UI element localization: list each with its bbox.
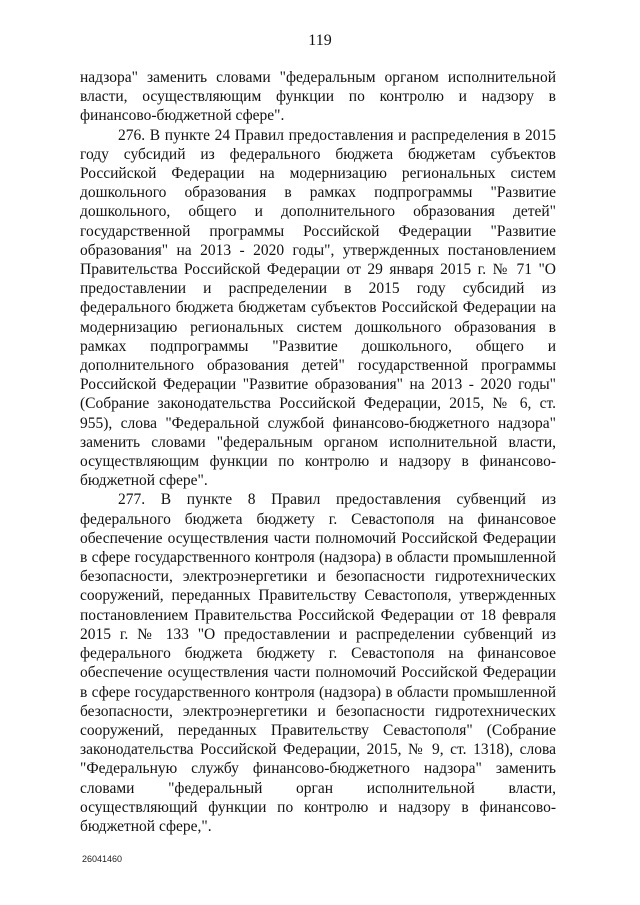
paragraph-continuation: надзора" заменить словами "федеральным органом исполнительной власти, осуществляющим функции по контролю и надзору в финансово-бюджетной сфере".: [80, 69, 556, 125]
document-body: [80, 68, 556, 836]
paragraph-item-276: 276. В пункте 24 Правил предоставления и распределения в 2015 году субсидий из федерального бюджета бюджетам субъектов Российской Федерации на модернизацию региональных систем дошкольного образования в рамках подпрограммы "Развитие дошкольного, общего и дополнительного образования детей" государственной программы Российской Федерации "Развитие образования" на 2013 - 2020 годы", утвержденных постановлением Правительства Российской Федерации от 29 января 2015 г. № 71 "О предоставлении и распределении в 2015 году субсидий из федерального бюджета бюджетам субъектов Российской Федерации на модернизацию региональных систем дошкольного образования в рамках подпрограммы "Развитие дошкольного, общего и дополнительного образования детей" государственной программы Российской Федерации "Развитие образования" на 2013 - 2020 годы" (Собрание законодательства Российской Федерации, 2015, № 6, ст. 955), слова "Федеральной службой финансово-бюджетного надзора" заменить словами "федеральным органом исполнительной власти, осуществляющим функции по контролю и надзору в финансово-бюджетной сфере".: [80, 126, 556, 490]
page-number: 119: [308, 32, 332, 49]
paragraph-item-277: 277. В пункте 8 Правил предоставления субвенций из федерального бюджета бюджету г. Севастополя на финансовое обеспечение осуществления части полномочий Российской Федерации в сфере государственного контроля (надзора) в области промышленной безопасности, электроэнергетики и безопасности гидротехнических сооружений, переданных Правительству Севастополя, утвержденных постановлением Правительства Российской Федерации от 18 февраля 2015 г. № 133 "О предоставлении и распределении субвенций из федерального бюджета бюджету г. Севастополя на финансовое обеспечение осуществления части полномочий Российской Федерации в сфере государственного контроля (надзора) в области промышленной безопасности, электроэнергетики и безопасности гидротехнических сооружений, переданных Правительству Севастополя" (Собрание законодательства Российской Федерации, 2015, № 9, ст. 1318), слова "Федеральную службу финансово-бюджетного надзора" заменить словами "федеральный орган исполнительной власти, осуществляющий функции по контролю и надзору в финансово-бюджетной сфере,".: [80, 491, 556, 835]
document-code: 26041460: [82, 854, 123, 864]
